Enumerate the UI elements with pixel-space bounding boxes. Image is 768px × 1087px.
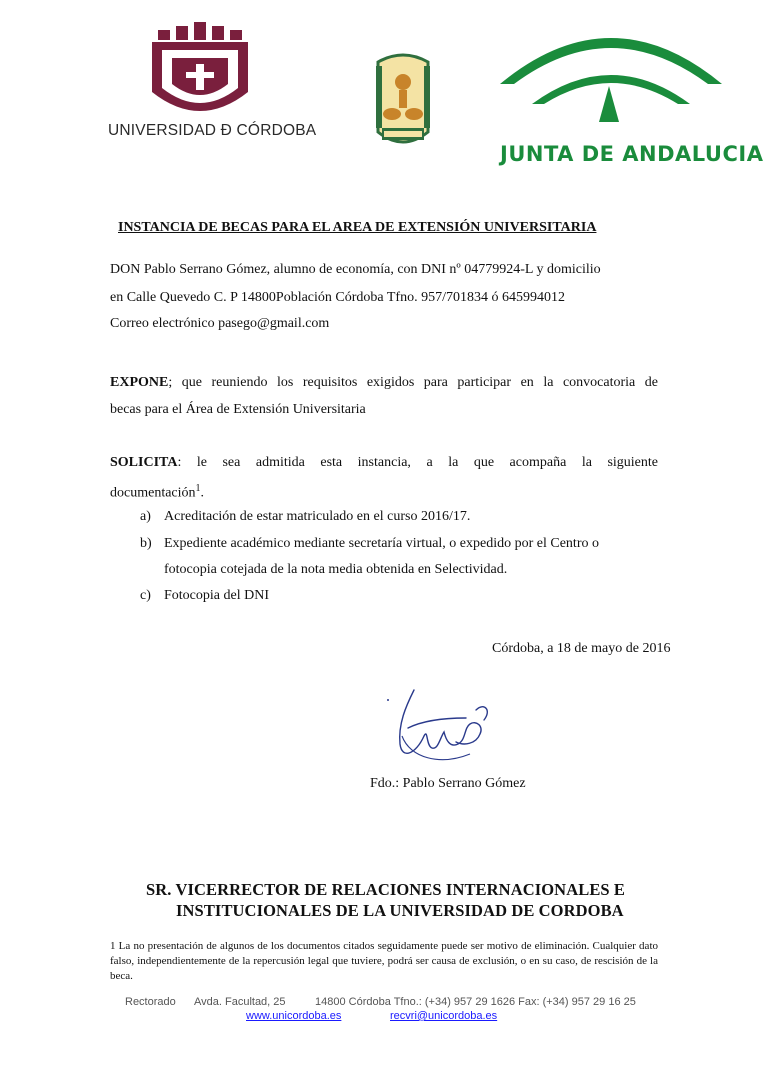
expone-label: EXPONE — [110, 375, 169, 390]
uco-logo-text: UNIVERSIDAD Ð CÓRDOBA — [108, 122, 317, 139]
footnote-reference: 1 — [195, 483, 201, 494]
junta-logo — [496, 22, 764, 168]
solicita-line-2 — [110, 483, 204, 502]
footer-office: Rectorado — [125, 996, 176, 1008]
footer-address: Avda. Facultad, 25 — [194, 996, 286, 1008]
list-item-text: Acreditación de estar matriculado en el curso 2016/17. — [164, 509, 471, 524]
date-line: Córdoba, a 18 de mayo de 2016 — [492, 641, 671, 656]
expone-line-2: becas para el Área de Extensión Universitaria — [110, 402, 366, 417]
website-link[interactable]: www.unicordoba.es — [246, 1010, 342, 1022]
expone-text: ; que reuniendo los requisitos exigidos para participar en la convocatoria de — [168, 375, 658, 390]
solicita-period: . — [200, 485, 205, 501]
document-title: INSTANCIA DE BECAS PARA EL AREA DE EXTENSIÓN UNIVERSITARIA — [118, 220, 597, 235]
recipient-line-2: INSTITUCIONALES DE LA UNIVERSIDAD DE CORDOBA — [176, 901, 624, 920]
junta-logo-text: JUNTA DE ANDALUCIA — [500, 142, 764, 166]
uco-crest-icon — [92, 22, 298, 132]
junta-arch-icon — [496, 22, 726, 142]
recipient-line-1: SR. VICERRECTOR DE RELACIONES INTERNACIONALES E — [146, 880, 626, 899]
uco-logo — [92, 22, 317, 164]
footer-phones: 14800 Córdoba Tfno.: (+34) 957 29 1626 Fax: (+34) 957 29 16 25 — [315, 996, 636, 1008]
list-item-text: Expediente académico mediante secretaría virtual, o expedido por el Centro o — [164, 536, 599, 551]
applicant-line-1: DON Pablo Serrano Gómez, alumno de economía, con DNI nº 04779924-L y domicilio — [110, 262, 601, 277]
list-item-continuation: fotocopia cotejada de la nota media obtenida en Selectividad. — [164, 562, 508, 577]
solicita-documentation: documentación — [110, 485, 196, 501]
signature-caption: Fdo.: Pablo Serrano Gómez — [370, 776, 526, 791]
email-link[interactable]: recvri@unicordoba.es — [390, 1010, 498, 1022]
footnote-text: 1 La no presentación de algunos de los documentos citados seguidamente puede ser motivo de eliminación. Cualquier dato falso, independientemente de la repercusión legal que tuviere, podrá ser causa de exclusión, o en su caso, de rescisión de la beca. — [110, 940, 658, 982]
applicant-line-2: en Calle Quevedo C. P 14800Población Córdoba Tfno. 957/701834 ó 645994012 — [110, 290, 565, 305]
applicant-email-line: Correo electrónico pasego@gmail.com — [110, 316, 330, 331]
list-item-marker: a) — [140, 509, 151, 524]
expone-line-1 — [110, 375, 658, 391]
solicita-text: : le sea admitida esta instancia, a la que acompaña la siguiente — [177, 455, 658, 470]
list-item-marker: c) — [140, 588, 151, 603]
list-item-text: Fotocopia del DNI — [164, 588, 269, 603]
coat-of-arms-icon — [370, 52, 436, 162]
list-item-marker: b) — [140, 536, 152, 551]
solicita-label: SOLICITA — [110, 455, 178, 470]
signature-image — [380, 688, 500, 768]
andalucia-coat-of-arms — [370, 52, 436, 162]
solicita-line-1 — [110, 455, 658, 471]
